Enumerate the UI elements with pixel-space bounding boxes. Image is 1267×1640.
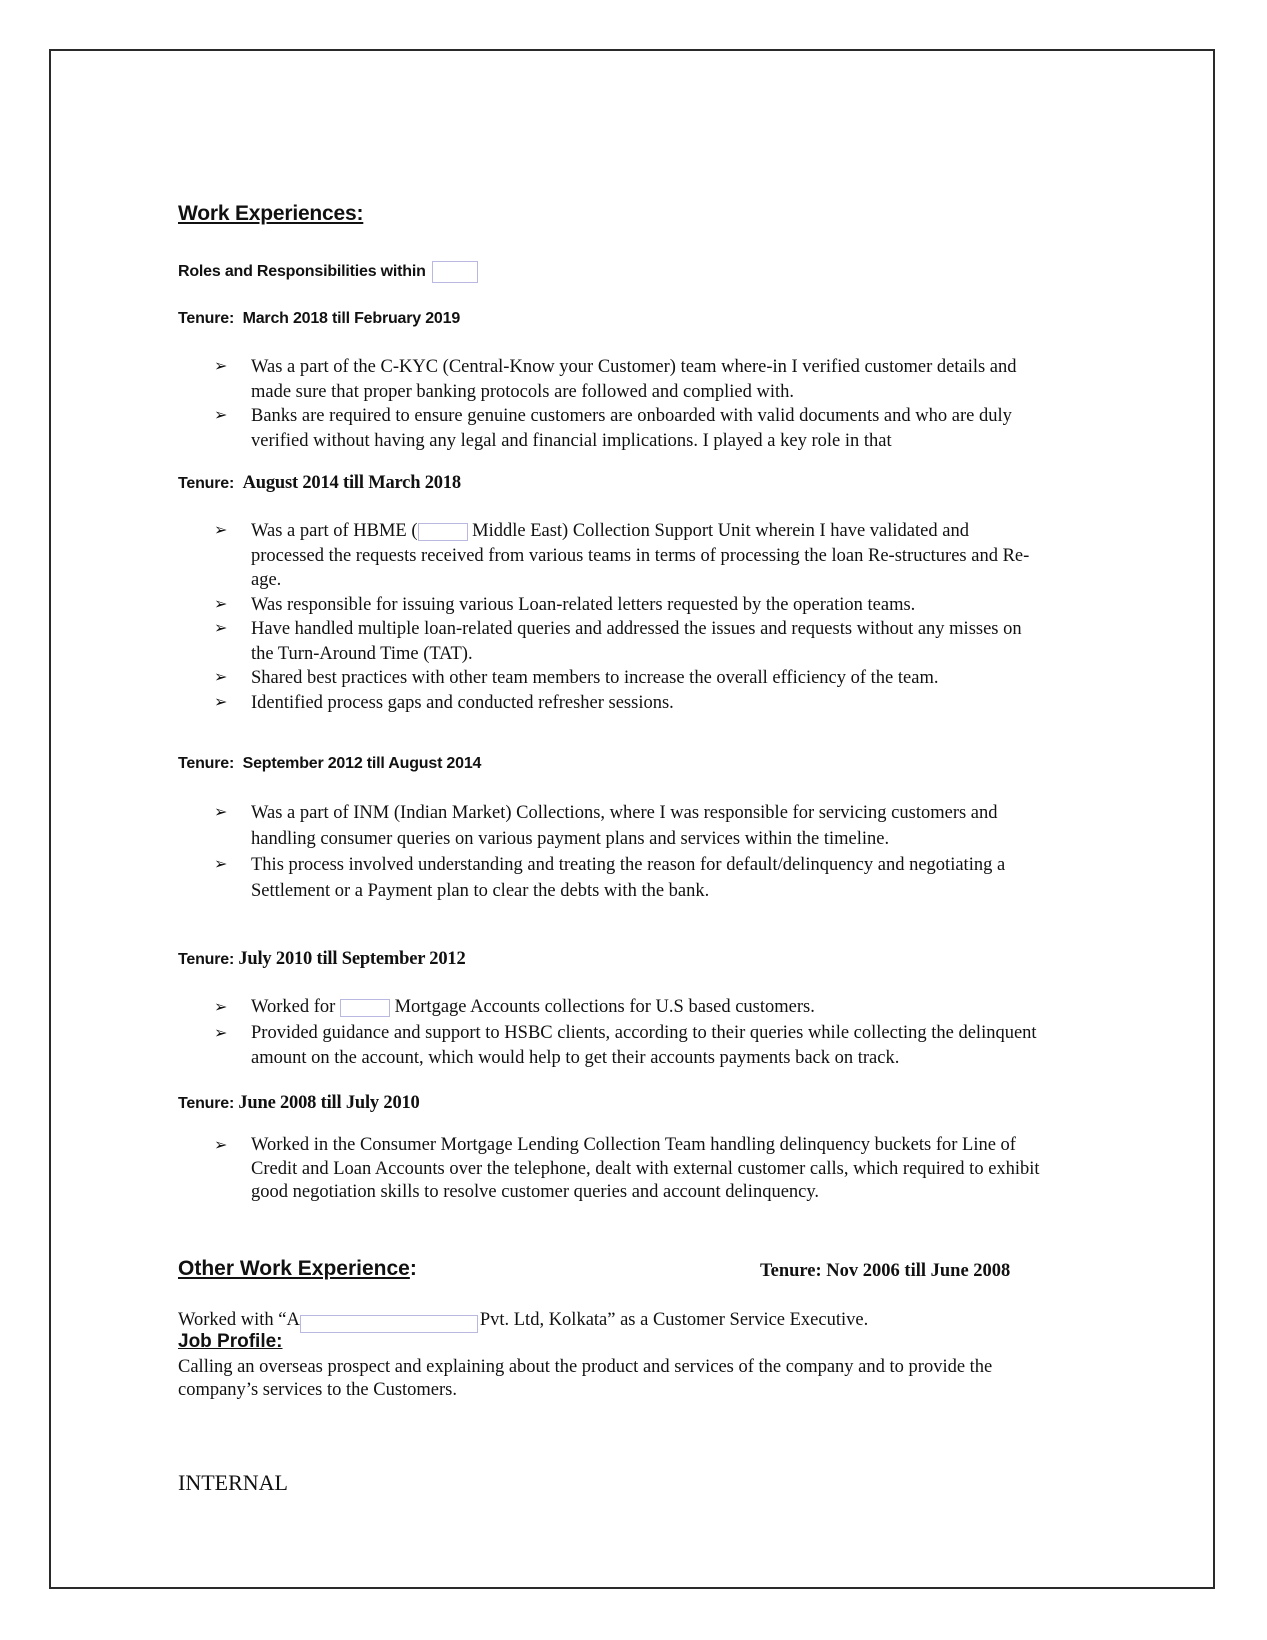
worked-with-line — [178, 1307, 868, 1333]
bullet-text: Banks are required to ensure genuine customers are onboarded with valid documents and who are duly verified without having any legal and financial implications. I played a key role in that — [251, 406, 1012, 451]
other-work-heading-text: Other Work Experience — [178, 1257, 410, 1280]
other-work-heading-colon: : — [409, 1257, 417, 1280]
section-4-bullets — [214, 995, 1054, 1072]
redacted-company-name — [432, 261, 478, 283]
arrow-bullet-icon: ➢ — [214, 999, 228, 1016]
bullet-text: Was responsible for issuing various Loan-related letters requested by the operation teams. — [251, 594, 916, 615]
arrow-bullet-icon: ➢ — [214, 595, 228, 613]
roles-heading-text: Roles and Responsibilities within — [178, 263, 426, 280]
list-item — [214, 1134, 1044, 1205]
list-item — [214, 404, 1044, 453]
arrow-bullet-icon: ➢ — [214, 669, 228, 686]
tenure-2 — [178, 473, 461, 494]
tenure-label: Tenure: — [178, 310, 235, 327]
bullet-text: Provided guidance and support to HSBC clients, according to their queries while collecting the delinquent amount on the account, which would help to get their accounts payments back on track. — [251, 1022, 1037, 1068]
list-item — [214, 519, 1044, 593]
work-experiences-heading: Work Experiences: — [178, 202, 364, 225]
tenure-5 — [178, 1093, 420, 1114]
roles-heading — [178, 261, 478, 283]
tenure-1-dates: March 2018 till February 2019 — [242, 310, 461, 327]
arrow-bullet-icon: ➢ — [214, 1137, 228, 1154]
arrow-bullet-icon: ➢ — [214, 358, 228, 375]
section-5-bullets — [214, 1134, 1044, 1205]
bullet-text: Worked in the Consumer Mortgage Lending Collection Team handling delinquency buckets for Line of Credit and Loan Accounts over the telephone, dealt with external customer calls, which required to exhibit good negotiation skills to resolve customer queries and account delinquency. — [251, 1135, 1040, 1202]
other-work-tenure: Tenure: Nov 2006 till June 2008 — [760, 1261, 1011, 1281]
tenure-label: Tenure: — [178, 951, 235, 968]
list-item — [214, 852, 1044, 904]
job-profile-text: Calling an overseas prospect and explaining about the product and services of the company and to provide the company’s services to the Customers. — [178, 1357, 993, 1400]
classification-footer: INTERNAL — [178, 1470, 288, 1495]
arrow-bullet-icon: ➢ — [214, 804, 228, 821]
tenure-4 — [178, 949, 466, 970]
tenure-4-dates: July 2010 till September 2012 — [238, 949, 466, 969]
tenure-1 — [178, 310, 460, 328]
arrow-bullet-icon: ➢ — [214, 620, 228, 637]
list-item — [214, 617, 1044, 666]
list-item — [214, 355, 1044, 404]
arrow-bullet-icon: ➢ — [214, 856, 228, 873]
arrow-bullet-icon: ➢ — [214, 693, 228, 711]
bullet-text: Was a part of INM (Indian Market) Collections, where I was responsible for servicing customers and handling consumer queries on various payment plans and services within the timeline. — [251, 803, 998, 849]
worked-with-text-before: Worked with “A — [178, 1309, 300, 1330]
list-item — [214, 995, 1054, 1021]
tenure-5-dates: June 2008 till July 2010 — [238, 1093, 420, 1113]
list-item — [214, 691, 1044, 716]
section-2-bullets — [214, 519, 1044, 715]
bullet-text-before: Was a part of HBME ( — [251, 521, 418, 541]
redacted-bank-name — [340, 999, 390, 1017]
tenure-label: Tenure: — [178, 755, 235, 772]
arrow-bullet-icon: ➢ — [214, 407, 228, 424]
arrow-bullet-icon: ➢ — [214, 522, 228, 539]
bullet-text-after: Mortgage Accounts collections for U.S based customers. — [389, 997, 815, 1017]
tenure-label: Tenure: — [178, 475, 235, 492]
job-profile-heading: Job Profile: — [178, 1331, 283, 1352]
bullet-text-after: Middle East) Collection Support Unit wherein I have validated and processed the requests received from various teams in terms of processing the loan Re-structures and Re-age. — [251, 521, 1030, 590]
list-item — [214, 1021, 1054, 1072]
section-3-bullets — [214, 800, 1044, 904]
bullet-text: Identified process gaps and conducted refresher sessions. — [251, 692, 674, 713]
section-1-bullets — [214, 355, 1044, 453]
bullet-text: Was a part of the C-KYC (Central-Know your Customer) team where-in I verified customer details and made sure that proper banking protocols are followed and complied with. — [251, 357, 1017, 402]
redacted-employer-name — [300, 1315, 478, 1333]
other-work-heading — [178, 1257, 417, 1281]
tenure-3 — [178, 755, 481, 773]
list-item — [214, 593, 1044, 618]
bullet-text: Shared best practices with other team members to increase the overall efficiency of the team. — [251, 668, 939, 688]
list-item — [214, 666, 1044, 691]
list-item — [214, 800, 1044, 852]
bullet-text: Have handled multiple loan-related queries and addressed the issues and requests without any misses on the Turn-Around Time (TAT). — [251, 619, 1022, 664]
arrow-bullet-icon: ➢ — [214, 1024, 228, 1042]
bullet-text: This process involved understanding and treating the reason for default/delinquency and negotiating a Settlement or a Payment plan to clear the debts with the bank. — [251, 855, 1006, 901]
tenure-label: Tenure: — [178, 1095, 235, 1112]
bullet-text-before: Worked for — [251, 997, 340, 1017]
redacted-bank-name — [418, 523, 468, 541]
worked-with-text-after: Pvt. Ltd, Kolkata” as a Customer Service Executive. — [479, 1309, 869, 1330]
tenure-3-dates: September 2012 till August 2014 — [242, 755, 482, 772]
tenure-2-dates: August 2014 till March 2018 — [242, 473, 461, 493]
